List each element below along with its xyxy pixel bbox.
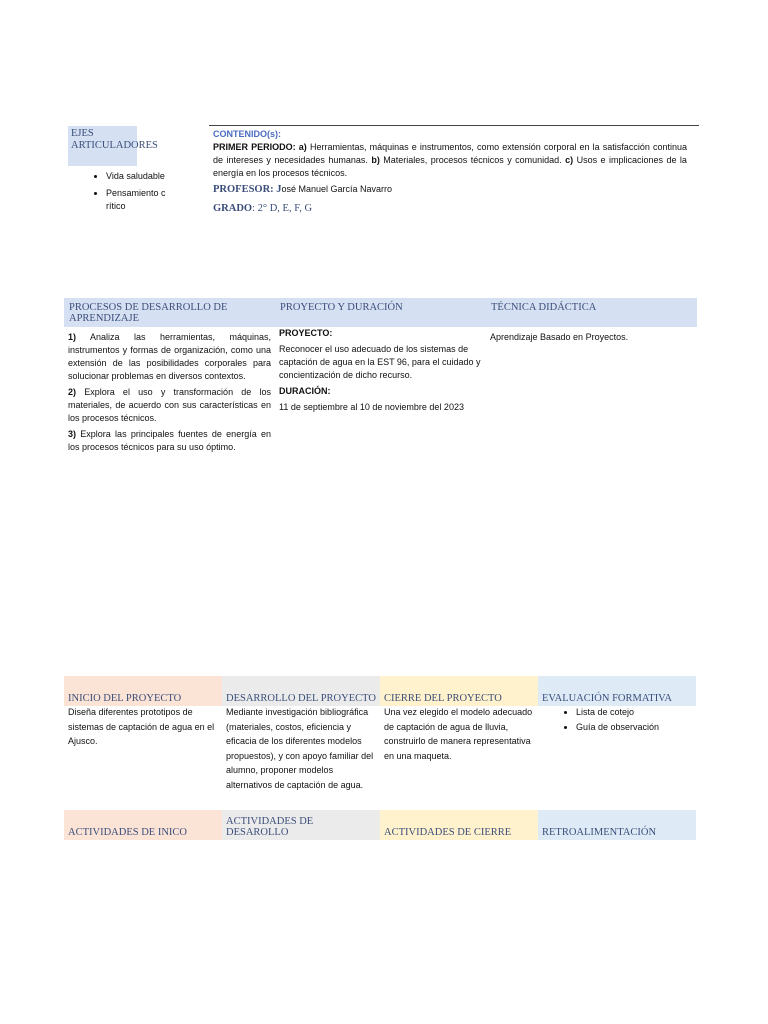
evaluacion-cell [538, 705, 696, 792]
inicio-cell: Diseña diferentes prototipos de sistemas de captación de agua en el Ajusco. [68, 707, 215, 746]
header-actividades-desarrollo: ACTIVIDADES DE DESAROLLO [222, 810, 380, 840]
item-b-label: b) [371, 155, 380, 165]
header-desarrollo: DESARROLLO DEL PROYECTO [222, 676, 380, 706]
ejes-articuladores-label: EJES ARTICULADORES [68, 126, 137, 166]
header-procesos: PROCESOS DE DESARROLLO DE APRENDIZAJE [69, 302, 228, 324]
proceso-text: Explora el uso y transformación de los materiales, de acuerdo con sus características en los procesos técnicos. [68, 387, 271, 423]
profesor-label: PROFESOR: [213, 184, 274, 195]
proceso-item [68, 331, 271, 383]
profesor-line [213, 184, 687, 195]
table1-header [64, 298, 697, 327]
proceso-item [68, 386, 271, 425]
header-actividades-cierre: ACTIVIDADES DE CIERRE [380, 810, 538, 840]
proyecto-label: PROYECTO: [279, 328, 333, 338]
ejes-item: • Pensamiento crítico [106, 187, 166, 213]
table2-row [64, 705, 697, 792]
header-actividades-inicio: ACTIVIDADES DE INICO [64, 810, 222, 840]
periodo-label: PRIMER PERIODO: [213, 142, 296, 152]
tecnica-cell: Aprendizaje Basado en Proyectos. [490, 332, 629, 342]
grado-line [213, 203, 687, 214]
proyecto-text: Reconocer el uso adecuado de los sistemas de captación de agua en la EST 96, para el cuidado y concientización de dicho recurso. [279, 344, 481, 380]
cierre-cell: Una vez elegido el modelo adecuado de captación de agua de lluvia, construirlo de manera representativa en una maqueta. [384, 707, 533, 761]
item-c-text: Usos e implicaciones de la energía en los procesos técnicos. [213, 155, 687, 178]
contenido-top-rule [209, 125, 699, 126]
evaluacion-item: • Guía de observación [576, 720, 692, 735]
proceso-num: 1) [68, 332, 77, 342]
proceso-num: 2) [68, 387, 77, 397]
grado-label: GRADO [213, 203, 253, 214]
procesos-cell [68, 331, 271, 457]
profesor-name: osé Manuel García Navarro [281, 184, 392, 194]
duracion-text: 11 de septiembre al 10 de noviembre del 2023 [279, 402, 464, 412]
grado-value: : 2° D, E, F, G [252, 203, 313, 214]
duracion-label: DURACIÓN: [279, 386, 331, 396]
contenido-block [213, 128, 687, 214]
table3-header [64, 810, 697, 840]
proceso-num: 3) [68, 429, 77, 439]
header-evaluacion: EVALUACIÓN FORMATIVA [538, 676, 696, 706]
header-cierre: CIERRE DEL PROYECTO [380, 676, 538, 706]
proceso-text: Analiza las herramientas, máquinas, instrumentos y formas de organización, como una extensión de las posibilidades corporales para solucionar problemas en diversos contextos. [68, 332, 271, 381]
proceso-item [68, 428, 271, 454]
header-retroalimentacion: RETROALIMENTACIÓN [538, 810, 696, 840]
proyecto-cell [279, 327, 482, 417]
header-proyecto-duracion: PROYECTO Y DURACIÓN [280, 302, 403, 313]
table2-header [64, 676, 697, 706]
profesor-initial: J [276, 184, 282, 195]
desarrollo-cell: Mediante investigación bibliográfica (materiales, costos, eficiencia y eficacia de los diferentes modelos propuestos), y con apoyo familiar del alumno, proponer modelos alternativos de captación de agua. [226, 707, 374, 790]
proceso-text: Explora las principales fuentes de energía en los procesos técnicos para su uso óptimo. [68, 429, 271, 452]
header-inicio: INICIO DEL PROYECTO [64, 676, 222, 706]
item-c-label: c) [565, 155, 574, 165]
ejes-item: • Vida saludable [106, 170, 166, 183]
item-a-label: a) [298, 142, 307, 152]
header-tecnica: TÉCNICA DIDÁCTICA [491, 302, 597, 313]
ejes-list [88, 170, 166, 217]
contenido-title: CONTENIDO(s): [213, 129, 281, 139]
item-a-text: Herramientas, máquinas e instrumentos, como extensión corporal en la satisfacción continua de intereses y necesidades humanas. [213, 142, 687, 165]
item-b-text: Materiales, procesos técnicos y comunidad. [383, 155, 562, 165]
contenido-text [213, 141, 687, 180]
evaluacion-item: • Lista de cotejo [576, 705, 692, 720]
